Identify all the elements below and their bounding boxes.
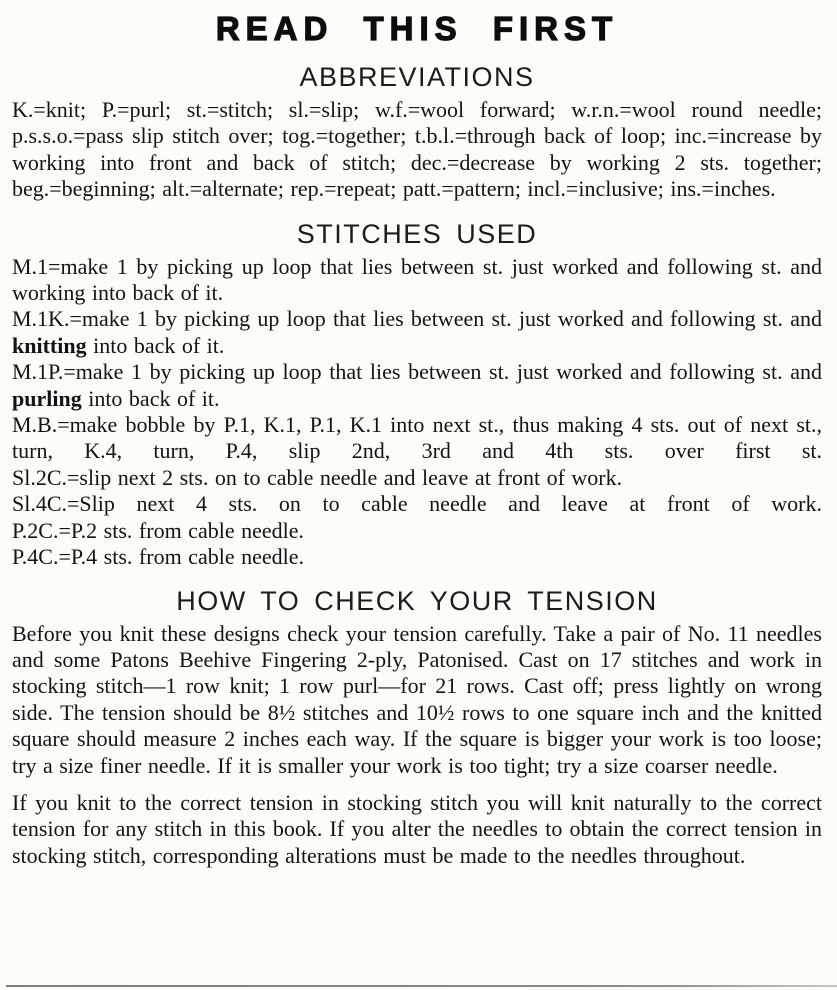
page-title: READ THIS FIRST <box>215 10 619 47</box>
stitch-definition-mb: M.B.=make bobble by P.1, K.1, P.1, K.1 into next st., thus making 4 sts. out of next st., turn, K.4, turn, P.4, slip 2nd, 3rd and 4th sts. over first st. <box>12 412 822 464</box>
stitch-definition-p2c: P.2C.=P.2 sts. from cable needle. <box>12 517 304 543</box>
stitch-definition-m1k <box>12 306 822 359</box>
stitch-bold-term: purling <box>12 385 82 411</box>
stitch-text-segment: into back of it. <box>86 332 225 358</box>
abbreviations-heading: ABBREVIATIONS <box>299 62 535 92</box>
stitch-bold-term: knitting <box>12 332 87 358</box>
stitch-text-segment: M.1P.=make 1 by picking up loop that lies between st. just worked and following st. and <box>12 359 822 385</box>
stitch-text-segment: M.1K.=make 1 by picking up loop that lies between st. just worked and following st. and <box>12 306 822 332</box>
stitch-definition-m1: M.1=make 1 by picking up loop that lies between st. just worked and following st. and working into back of it. <box>12 253 822 306</box>
abbreviations-text: K.=knit; P.=purl; st.=stitch; sl.=slip; w.f.=wool forward; w.r.n.=wool round needle; p.s.s.o.=pass slip stitch over; tog.=together; t.b.l.=through back of loop; inc.=increase by working into front and back of stitch; dec.=decrease by working 2 sts. together; beg.=beginning; alt.=alternate; rep.=repeat; patt.=pattern; incl.=inclusive; ins.=inches. <box>12 97 822 202</box>
stitch-definition-p4c: P.4C.=P.4 sts. from cable needle. <box>12 544 304 570</box>
stitch-definition-sl2c: Sl.2C.=slip next 2 sts. on to cable needle and leave at front of work. <box>12 464 623 490</box>
tension-heading: HOW TO CHECK YOUR TENSION <box>176 585 658 616</box>
stitch-definition-sl4c: Sl.4C.=Slip next 4 sts. on to cable needle and leave at front of work. <box>12 491 822 517</box>
stitches-heading: STITCHES USED <box>296 218 538 249</box>
stitch-text-segment: into back of it. <box>81 385 220 411</box>
bottom-rule <box>6 985 837 987</box>
stitch-definition-m1p <box>12 359 822 412</box>
tension-paragraph-1: Before you knit these designs check your tension carefully. Take a pair of No. 11 needles and some Patons Beehive Fingering 2-ply, Patonised. Cast on 17 stitches and work in stocking stitch—1 row knit; 1 row purl—for 21 rows. Cast off; press lightly on wrong side. The tension should be 8½ stitches and 10½ rows to one square inch and the knitted square should measure 2 inches each way. If the square is bigger your work is too loose; try a size finer needle. If it is smaller your work is too tight; try a size coarser needle. <box>12 620 822 778</box>
tension-paragraph-2: If you knit to the correct tension in stocking stitch you will knit naturally to the correct tension for any stitch in this book. If you alter the needles to obtain the correct tension in stocking stitch, corresponding alterations must be made to the needles throughout. <box>12 789 822 868</box>
